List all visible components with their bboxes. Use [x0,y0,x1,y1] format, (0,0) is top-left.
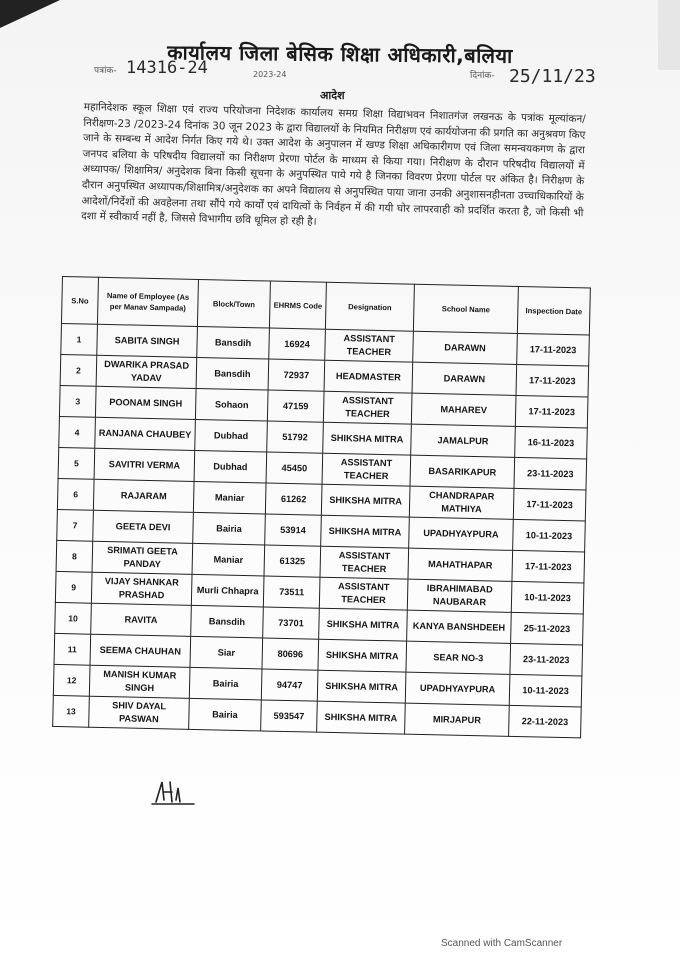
table-cell: JAMALPUR [411,424,516,457]
table-cell: 72937 [268,359,325,391]
ref-label: पत्रांक- [94,66,117,76]
table-cell: 80696 [262,638,319,670]
row-number-cell: 7 [57,509,94,541]
table-cell: Maniar [193,481,266,514]
row-number-cell: 10 [55,602,92,634]
table-cell: SHIKSHA MITRA [321,515,410,548]
table-cell: 61325 [264,545,321,577]
order-heading: आदेश [320,89,345,102]
table-cell: 51792 [267,421,324,453]
table-cell: ASSISTANT TEACHER [320,546,409,579]
table-cell: 45450 [266,452,323,484]
table-cell: 17-11-2023 [513,488,586,521]
office-title: कार्यालय जिला बेसिक शिक्षा अधिकारी,बलिया [167,40,513,68]
table-cell: 94747 [261,669,318,701]
table-cell: SHIKSHA MITRA [318,639,407,672]
table-cell: SHIKSHA MITRA [319,608,408,641]
table-cell: 10-11-2023 [511,581,584,614]
table-cell: Bairia [189,698,262,731]
table-cell: Bairia [189,667,262,700]
table-cell: SEAR NO-3 [406,641,511,674]
ref-year: 2023-24 [253,70,287,79]
table-cell: DWARIKA PRASAD YADAV [96,355,197,388]
header-cell: Name of Employee (As per Manav Sampada) [97,277,198,326]
table-cell: CHANDRAPAR MATHIYA [409,486,514,519]
table-cell: Bansdih [191,605,264,638]
row-number-cell: 1 [61,323,98,355]
row-number-cell: 9 [55,571,92,603]
table-cell: ASSISTANT TEACHER [325,329,414,362]
table-cell: IBRAHIMABAD NAUBARAR [407,579,512,612]
table-cell: 10-11-2023 [513,519,586,552]
table-cell: SRIMATI GEETA PANDAY [92,541,193,574]
header-cell: Block/Town [197,279,270,328]
table-cell: 23-11-2023 [514,457,587,490]
table-cell: 10-11-2023 [509,674,582,707]
table-cell: SHIKSHA MITRA [317,670,406,703]
table-cell: ASSISTANT TEACHER [323,391,412,424]
header-cell: Designation [325,282,414,331]
header-cell: EHRMS Code [269,281,326,329]
header-cell: S.No [61,277,98,325]
absent-staff-table-wrap [52,276,590,738]
row-number-cell: 2 [60,354,97,386]
row-number-cell: 3 [59,385,96,417]
scanner-watermark: Scanned with CamScanner [441,938,563,949]
table-cell: SHIKSHA MITRA [317,701,406,734]
table-body [53,323,590,737]
table-cell: RANJANA CHAUBEY [95,417,196,450]
table-cell: RAJARAM [93,479,194,512]
row-number-cell: 11 [54,633,91,665]
header-cell: School Name [413,284,518,333]
table-cell: SHIKSHA MITRA [321,484,410,517]
table-cell: SHIV DAYAL PASWAN [89,696,190,729]
table-cell: 16-11-2023 [515,426,588,459]
table-cell: Maniar [192,543,265,576]
row-number-cell: 5 [58,447,95,479]
date-label: दिनांक- [470,71,495,81]
table-cell: 23-11-2023 [510,643,583,676]
table-cell: Siar [190,636,263,669]
table-cell: GEETA DEVI [93,510,194,543]
table-cell: BASARIKAPUR [410,455,515,488]
header-cell: Inspection Date [517,286,590,335]
table-cell: 17-11-2023 [517,333,590,366]
table-cell: SAVITRI VERMA [94,448,195,481]
table-cell: MAHATHAPAR [408,548,513,581]
table-cell: Bansdih [197,326,270,359]
table-cell: 47159 [267,390,324,422]
table-cell: Murli Chhapra [191,574,264,607]
table-cell: DARAWN [413,331,518,364]
ref-number: 14316-24 [126,58,208,78]
table-cell: MANISH KUMAR SINGH [89,665,190,698]
table-cell: 16924 [269,328,326,360]
order-body-text: महानिदेशक स्कूल शिक्षा एवं राज्य परियोजना निदेशक कार्यालय समग्र शिक्षा विद्याभवन निशातगंज लखनऊ के पत्रांक मूल्यांकन/ निरीक्षण-23 /2023-24 दिनांक 30 जून 2023 के द्वारा विद्यालयों के नियमित निरीक्षण एवं कार्ययोजना की प्रगति का अनुश्रवण किए जाने के सम्बन्ध में आदेश निर्गत किए गये थे। उक्त आदेश के अनुपालन में खण्ड शिक्षा अधिकारीगण एवं जिला समन्वयकगण के द्वारा जनपद बलिया के परिषदीय विद्यालयों का निरीक्षण प्रेरणा पोर्टल के माध्यम से किया गया। निरीक्षण के दौरान परिषदीय विद्यालयों में अध्यापक/ शिक्षामित्र/ अनुदेशक बिना किसी सूचना के अनुपस्थित पाये गये है जिनका विवरण प्रेरणा पोर्टल पर अंकित है। निरीक्षण के दौरान अनुपस्थित अध्यापक/शिक्षामित्र/अनुदेशक का अपने विद्यालय से अनुपस्थित पाया जाना उनकी अनुशासनहीनता उच्चाधिकारियों के आदेशों/निर्देशों की अवहेलना तथा सौंपे गये कार्यों एवं दायित्वों के निर्वहन में की गयी घोर लापरवाही को प्रदर्शित करता है, जो किसी भी दशा में स्वीकार्य नहीं है, जिससे विभागीय छवि धूमिल हो रही है। [81,100,586,228]
date-value: 25/11/23 [509,66,596,87]
table-cell: KANYA BANSHDEEH [407,610,512,643]
table-cell: 17-11-2023 [515,395,588,428]
table-cell: HEADMASTER [324,360,413,393]
signature-mark [150,778,200,806]
scan-edge-shadow [658,0,680,70]
table-cell: DARAWN [412,362,517,395]
table-cell: ASSISTANT TEACHER [319,577,408,610]
table-cell: SEEMA CHAUHAN [90,634,191,667]
scan-corner-shadow [0,0,60,28]
table-cell: UPADHYAYPURA [409,517,514,550]
row-number-cell: 8 [56,540,93,572]
table-cell: 593547 [261,700,318,732]
table-cell: Sohaon [195,388,268,421]
table-cell: 53914 [265,514,322,546]
row-number-cell: 13 [53,695,90,727]
table-cell: 17-11-2023 [516,364,589,397]
table-cell: VIJAY SHANKAR PRASHAD [91,572,192,605]
table-cell: MIRJAPUR [405,703,510,736]
table-cell: 22-11-2023 [509,705,582,738]
table-cell: 73701 [263,607,320,639]
table-cell: 61262 [265,483,322,515]
table-cell: Dubhad [195,419,268,452]
table-cell: SHIKSHA MITRA [323,422,412,455]
table-cell: MAHAREV [411,393,516,426]
table-cell: Bansdih [196,357,269,390]
table-cell: 25-11-2023 [511,612,584,645]
table-cell: RAVITA [91,603,192,636]
table-cell: SABITA SINGH [97,324,198,357]
row-number-cell: 4 [59,416,96,448]
table-cell: Dubhad [194,450,267,483]
table-cell: ASSISTANT TEACHER [322,453,411,486]
table-cell: 17-11-2023 [512,550,585,583]
table-cell: Bairia [193,512,266,545]
table-cell: UPADHYAYPURA [405,672,510,705]
table-cell: 73511 [263,576,320,608]
absent-staff-table [52,276,591,738]
table-cell: POONAM SINGH [95,386,196,419]
row-number-cell: 6 [57,478,94,510]
row-number-cell: 12 [53,664,90,696]
